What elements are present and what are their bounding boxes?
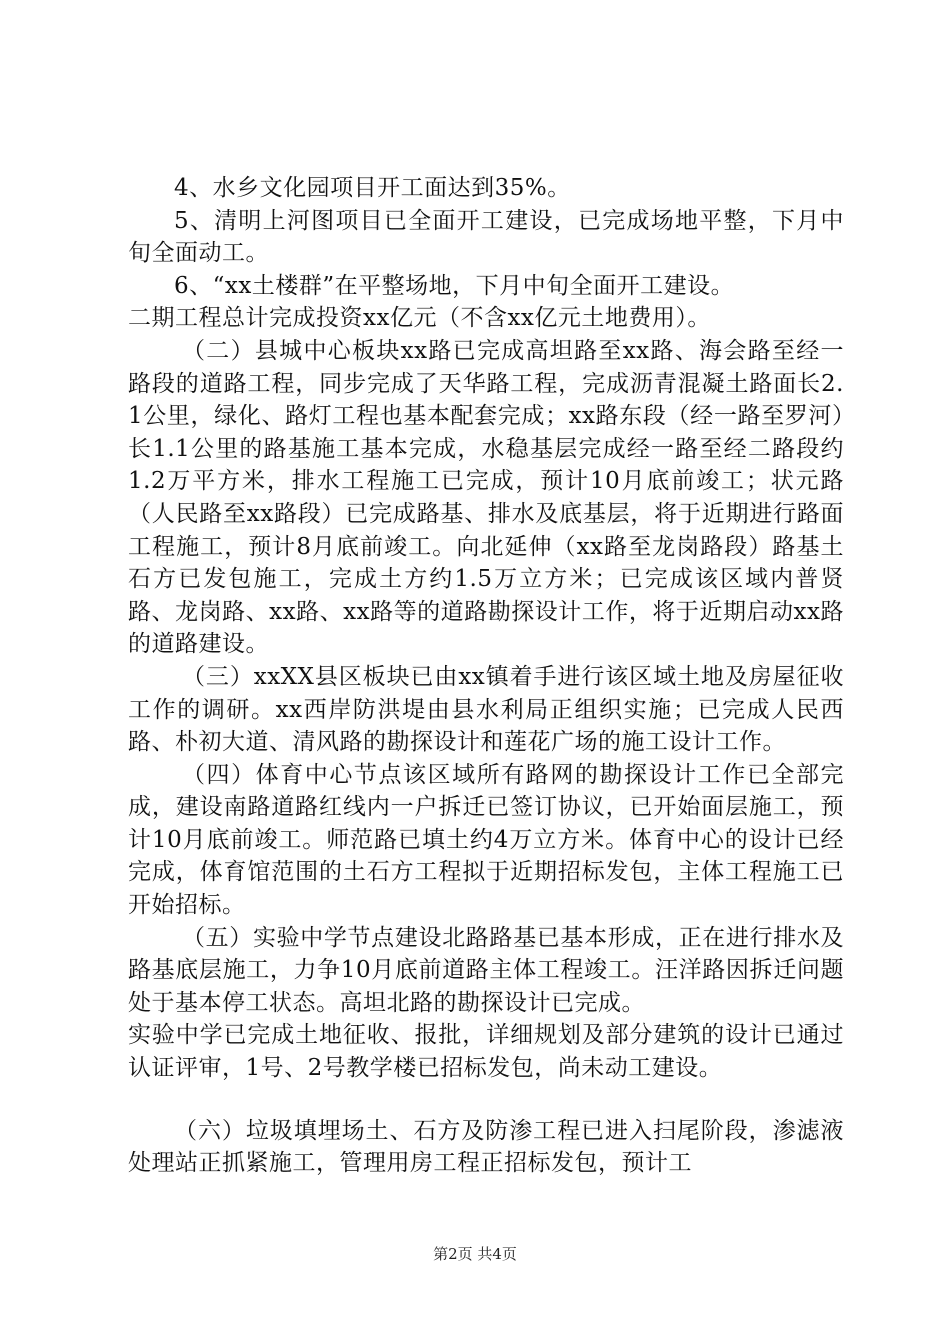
paragraph-section-5-continued: 实验中学已完成土地征收、报批，详细规划及部分建筑的设计已通过认证评审，1号、2号教学楼已招标发包，尚未动工建设。 (128, 1022, 844, 1082)
paragraph-phase-two-summary: 二期工程总计完成投资xx亿元（不含xx亿元土地费用）。 (128, 305, 711, 332)
paragraph-section-3: （三）xxXX县区板块已由xx镇着手进行该区域土地及房屋征收工作的调研。xx西岸防洪堤由县水利局正组织实施；已完成人民西路、朴初大道、清风路的勘探设计和莲花广场的施工设计工作。 (128, 663, 844, 756)
paragraph-section-6: （六）垃圾填埋场土、石方及防渗工程已进入扫尾阶段，渗滤液处理站正抓紧施工，管理用房工程正招标发包，预计工 (128, 1117, 844, 1177)
paragraph-section-4: （四）体育中心节点该区域所有路网的勘探设计工作已全部完成，建设南路道路红线内一户拆迁已签订协议，已开始面层施工，预计10月底前竣工。师范路已填土约4万立方米。体育中心的设计已经完成，体育馆范围的土石方工程拟于近期招标发包，主体工程施工已开始招标。 (128, 761, 844, 919)
paragraph-item-5: 5、清明上河图项目已全面开工建设，已完成场地平整，下月中旬全面动工。 (128, 207, 844, 267)
paragraph-section-2: （二）县城中心板块xx路已完成高坦路至xx路、海会路至经一路段的道路工程，同步完成了天华路工程，完成沥青混凝土路面长2.1公里，绿化、路灯工程也基本配套完成；xx路东段（经一路至罗河）长1.1公里的路基施工基本完成，水稳基层完成经一路至经二路段约1.2万平方米，排水工程施工已完成，预计10月底前竣工；状元路（人民路至xx路段）已完成路基、排水及底基层，将于近期进行路面工程施工，预计8月底前竣工。向北延伸（xx路至龙岗路段）路基土石方已发包施工，完成土方约1.5万立方米；已完成该区域内普贤路、龙岗路、xx路、xx路等的道路勘探设计工作，将于近期启动xx路的道路建设。 (128, 337, 844, 658)
page-number-footer: 第2页 共4页 (433, 1245, 517, 1263)
paragraph-gap (128, 1085, 844, 1115)
document-body (128, 172, 844, 1180)
paragraph-item-6: 6、“xx土楼群”在平整场地，下月中旬全面开工建设。 (174, 272, 735, 299)
paragraph-item-4: 4、水乡文化园项目开工面达到35%。 (174, 175, 571, 201)
paragraph-section-5: （五）实验中学节点建设北路路基已基本形成，正在进行排水及路基底层施工，力争10月底前道路主体工程竣工。汪洋路因拆迁问题处于基本停工状态。高坦北路的勘探设计已完成。 (128, 924, 844, 1016)
